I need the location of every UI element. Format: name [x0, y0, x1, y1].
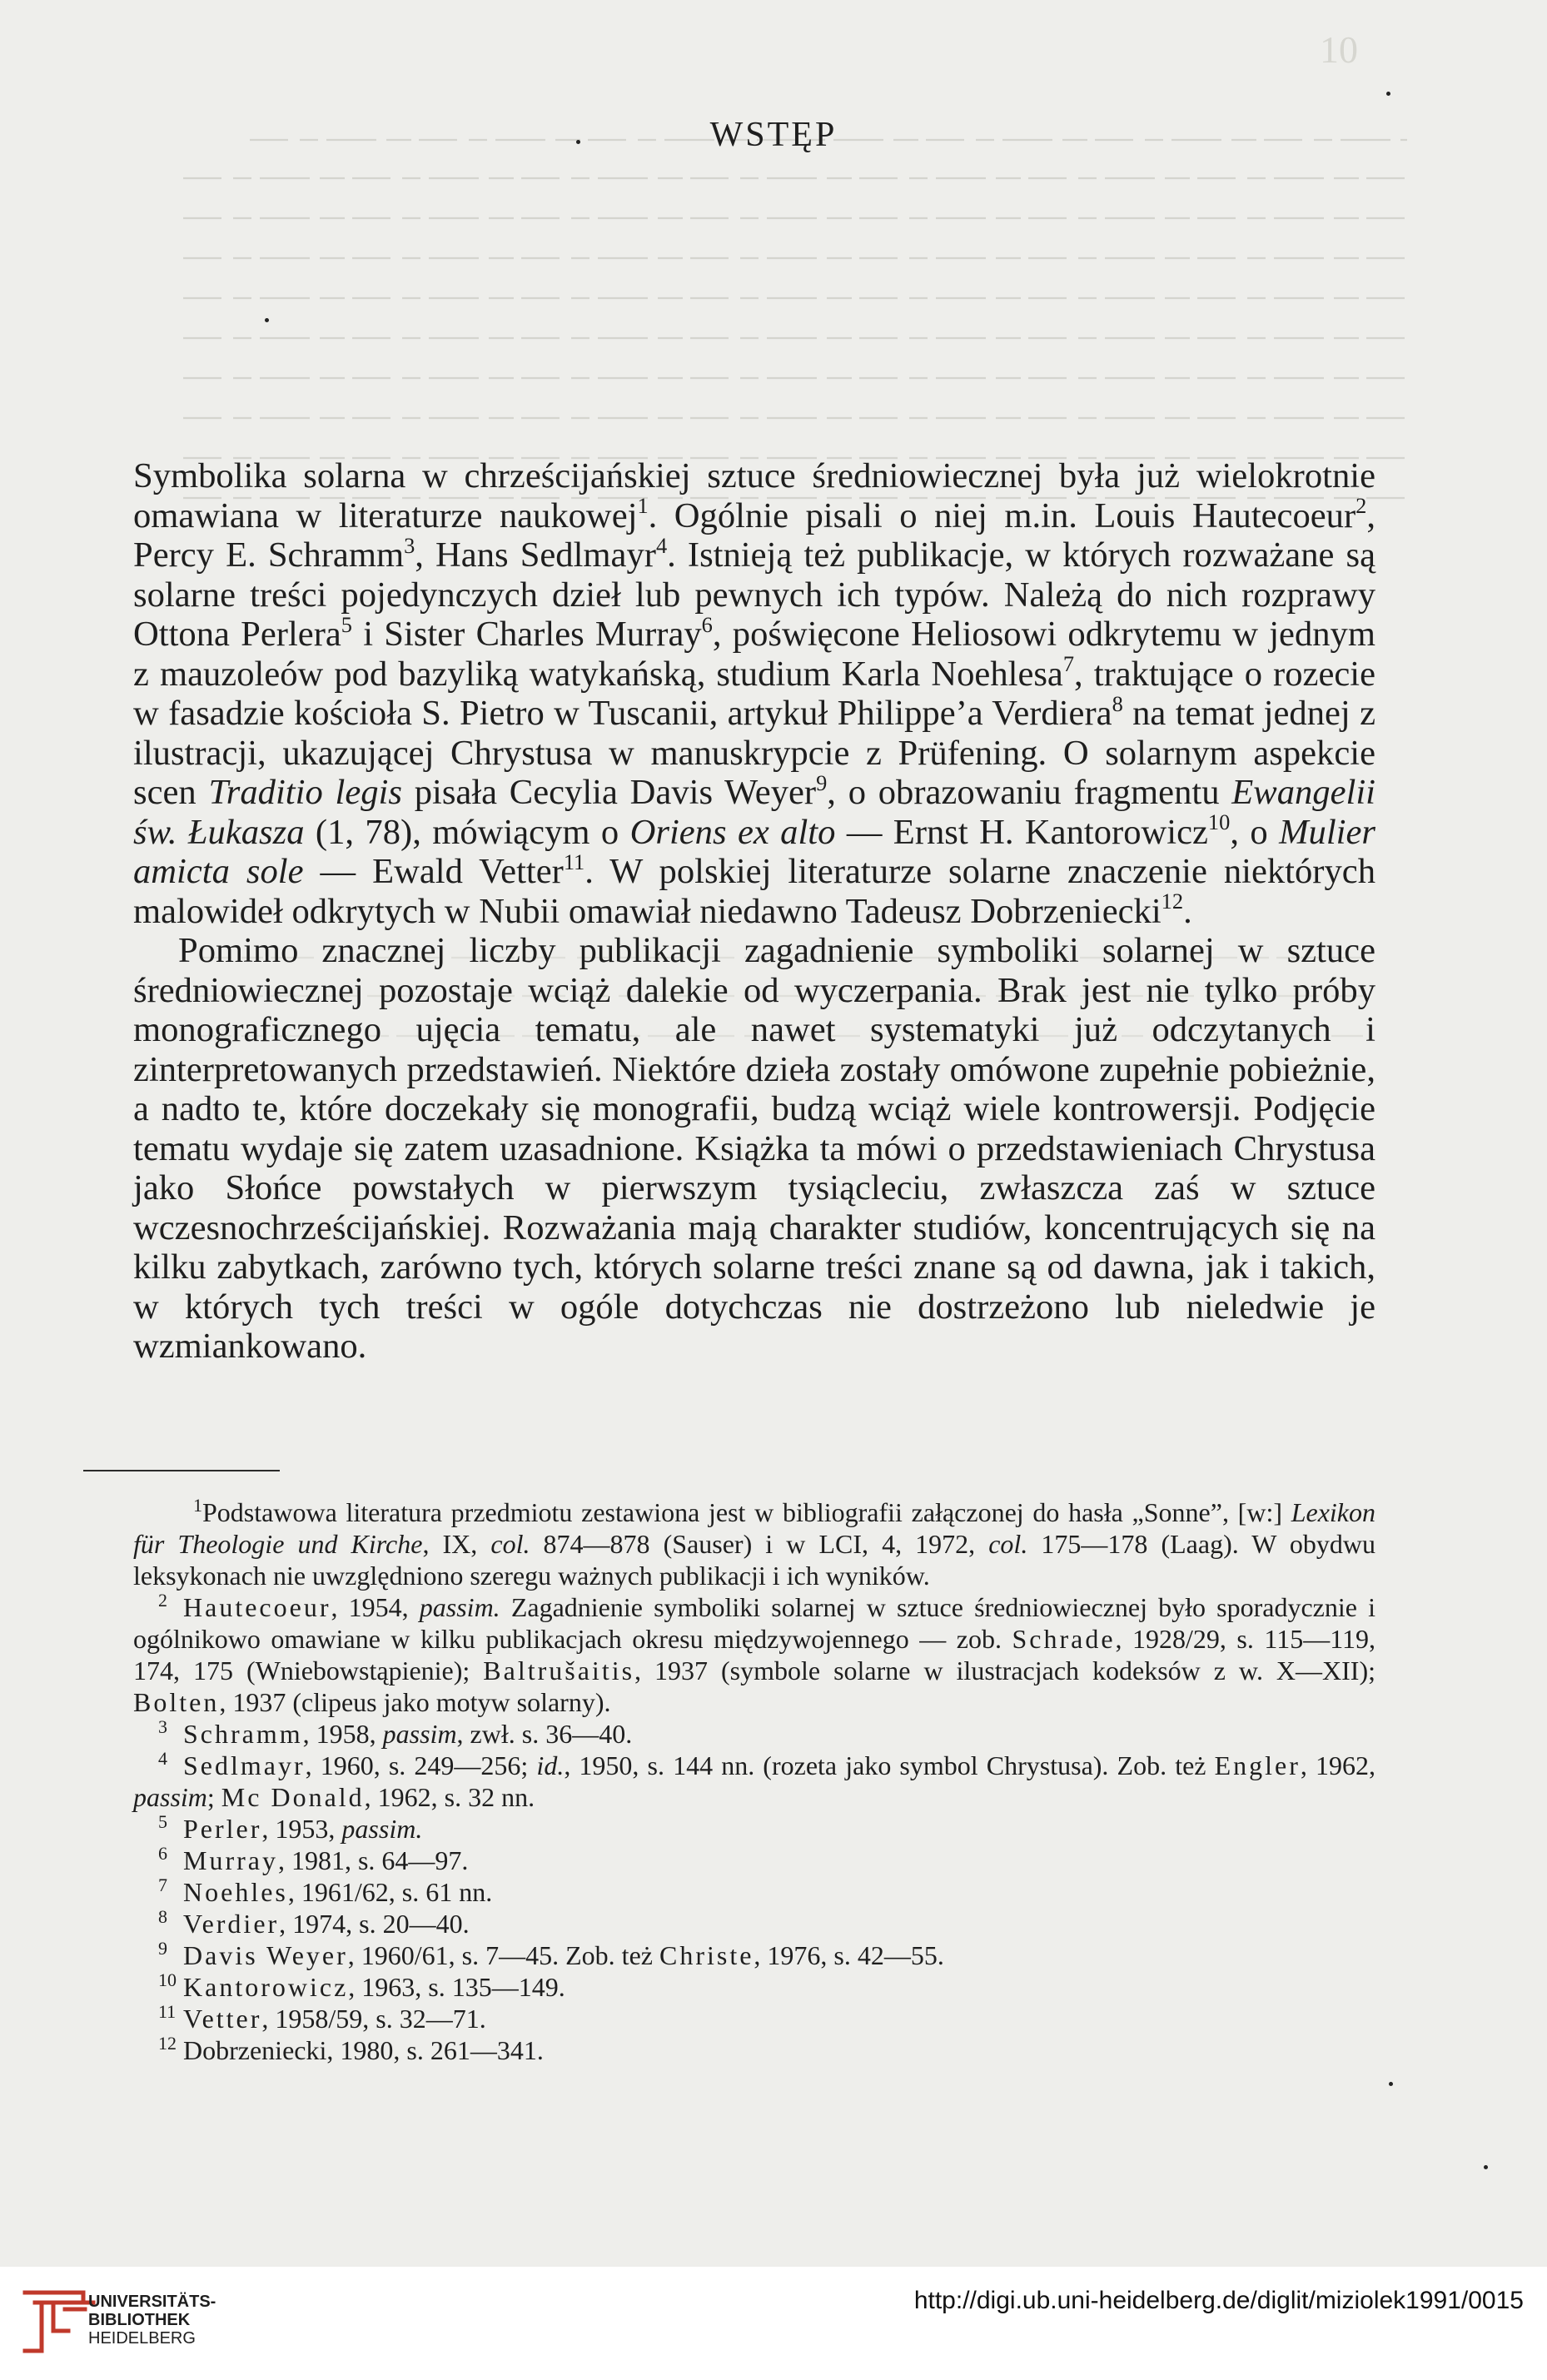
- text-run: , Hans Sedlmayr: [415, 535, 656, 575]
- italic-text: passim.: [419, 1592, 500, 1622]
- scan-speck: [1484, 2165, 1488, 2169]
- text-run: , zwł. s. 36—40.: [456, 1719, 633, 1749]
- text-run: Pomimo znacznej liczby publikacji zagadnienie symboliki solarnej w sztuce średniowiecznej pozostaje wciąż dalekie od wyczerpania. Brak jest nie tylko próby monograficznego ujęcia tematu, ale nawet systematyki już odczytanych i zinterpretowanych przedstawień. Niektóre dzieła zostały omówone zupełnie pobieżnie, a nadto te, które doczekały się monografii, budzą wciąż wiele kontrowersji. Podjęcie tematu wydaje się zatem uzasadnione. Książka ta mówi o przedstawieniach Chrystusa jako Słońce powstałych w pierwszym tysiącleciu, zwłaszcza zaś w sztuce wczesnochrześcijańskiej. Rozważania mają charakter studiów, koncentrujących się na kilku zabytkach, zarówno tych, których solarne treści znane są od dawna, jak i takich, w których tych treści w ogóle dotychczas nie dostrzeżono lub nieledwie je wzmiankowano.: [133, 931, 1375, 1366]
- footnote: 4 Sedlmayr, 1960, s. 249—256; id., 1950, s. 144 nn. (rozeta jako symbol Chrystusa). Zob. też Engler, 1962, passim; Mc Donald, 1962, s. 32 nn.: [133, 1748, 1376, 1812]
- source-url-link[interactable]: http://digi.ub.uni-heidelberg.de/diglit/miziolek1991/0015: [913, 2287, 1524, 2314]
- footnote-ref: 6: [701, 611, 713, 637]
- text-run: , 1958,: [302, 1719, 383, 1749]
- author-name: Sedlmayr: [183, 1750, 306, 1780]
- text-run: , 1963, s. 135—149.: [348, 1972, 565, 2002]
- scan-speck: [265, 318, 269, 322]
- author-name: Mc Donald: [221, 1782, 365, 1812]
- author-name: Schrade: [1012, 1624, 1116, 1654]
- text-run: Zagadnienie symboliki solarnej w sztuce średniowiecznej było sporadycznie i ogólnikowo omawiane w kilku publikacjach okresu międzywojennego — zob.: [133, 1592, 1376, 1654]
- text-run: Dobrzeniecki, 1980, s. 261—341.: [183, 2035, 544, 2065]
- text-run: 175—178 (Laag). W obydwu leksykonach nie uwzględniono szeregu ważnych publikacji i ich wyników.: [133, 1529, 1376, 1591]
- text-run: Podstawowa literatura przedmiotu zestawiona jest w bibliografii załączonej do hasła „Sonne”, [w:]: [202, 1497, 1291, 1527]
- text-run: , 1928/29, s. 115—119, 174, 175 (Wniebowstąpienie);: [133, 1624, 1376, 1685]
- text-run: , 1960, s. 249—256;: [305, 1750, 537, 1780]
- author-name: Perler: [183, 1814, 262, 1844]
- text-run: , o: [1230, 812, 1280, 852]
- text-run: 874—878 (Sauser) i w LCI, 4, 1972,: [530, 1529, 989, 1559]
- logo-line-1: UNIVERSITÄTS-: [88, 2293, 216, 2311]
- footnotes: [133, 1496, 1375, 2066]
- footnote: 3 Schramm, 1958, passim, zwł. s. 36—40.: [158, 1716, 633, 1749]
- author-name: Davis Weyer: [183, 1940, 348, 1970]
- scan-speck: [1386, 92, 1390, 96]
- author-name: Kantorowicz: [183, 1972, 349, 2002]
- page-title: WSTĘP: [709, 116, 838, 154]
- text-run: (1, 78), mówiącym o: [304, 812, 630, 852]
- footnote-ref: 10: [1207, 809, 1231, 834]
- footnote-ref: 1: [637, 493, 649, 518]
- text-run: , 1962,: [1300, 1750, 1376, 1780]
- scan-speck: [1389, 2082, 1393, 2086]
- footnote-ref: 2: [1355, 493, 1367, 518]
- footnote-ref: 8: [1112, 690, 1123, 716]
- text-run: , o obrazowaniu fragmentu: [827, 773, 1232, 812]
- text-run: , 1954,: [331, 1592, 420, 1622]
- text-run: — Ernst H. Kantorowicz: [835, 812, 1208, 852]
- italic-text: Traditio legis: [208, 773, 402, 812]
- footnote-ref: 3: [404, 532, 415, 558]
- main-text: [133, 456, 1375, 1367]
- text-run: na temat jednej z ilustracji, ukazującej Chrystusa w manuskrypcie z Prüfening. O solarnym aspekcie scen: [133, 694, 1375, 812]
- author-name: Bolten: [133, 1687, 220, 1717]
- logo-line-2: BIBLIOTHEK: [88, 2311, 191, 2329]
- footnote: 10 Kantorowicz, 1963, s. 135—149.: [158, 1969, 565, 2002]
- author-name: Murray: [183, 1845, 278, 1875]
- text-run: , 1976, s. 42—55.: [754, 1940, 944, 1970]
- author-name: Noehles: [183, 1877, 288, 1907]
- footnote: 8 Verdier, 1974, s. 20—40.: [158, 1906, 470, 1939]
- text-run: i Sister Charles Murray: [351, 615, 702, 654]
- viewer-footer: [0, 2267, 1547, 2380]
- italic-text: passim: [382, 1719, 457, 1749]
- text-run: , IX,: [422, 1529, 491, 1559]
- footnote-ref: 7: [1062, 651, 1075, 676]
- footnote: 11 Vetter, 1958/59, s. 32—71.: [158, 2001, 486, 2034]
- text-run: . Istnieją też publikacje, w których rozważane są solarne treści pojedynczych dzieł lub pewnych ich typów. Należą do nich rozprawy Ottona Perlera: [133, 535, 1375, 654]
- footnote-ref: 9: [816, 769, 828, 795]
- text-run: , 1958/59, s. 32—71.: [261, 2004, 486, 2034]
- italic-text: Lexikon für Theologie und Kirche: [133, 1497, 1375, 1559]
- text-run: — Ewald Vetter: [303, 852, 564, 891]
- footnote-ref: 5: [341, 611, 352, 637]
- text-run: , 1950, s. 144 nn. (rozeta jako symbol Chrystusa). Zob. też: [564, 1750, 1215, 1780]
- italic-text: passim.: [341, 1814, 423, 1844]
- logo-line-3: HEIDELBERG: [88, 2329, 196, 2348]
- footnote-ref: 4: [655, 532, 668, 558]
- text-run: , 1937 (symbole solarne w ilustracjach kodeksów z w. X—XII);: [634, 1656, 1376, 1685]
- footnote: 9 Davis Weyer, 1960/61, s. 7—45. Zob. też Christe, 1976, s. 42—55.: [158, 1938, 944, 1970]
- text-run: , poświęcone Heliosowi odkrytemu w jednym z mauzoleów pod bazyliką watykańską, studium Karla Noehlesa: [133, 615, 1375, 694]
- author-name: Vetter: [183, 2004, 262, 2034]
- footnote: 2 Hautecoeur, 1954, passim. Zagadnienie symboliki solarnej w sztuce średniowiecznej było sporadycznie i ogólnikowo omawiane w kilku publikacjach okresu międzywojennego — zob. Schrade, 1928/29, s. 115—119, 174, 175 (Wniebowstąpienie); Baltrušaitis, 1937 (symbole solarne w ilustracjach kodeksów z w. X—XII); Bolten, 1937 (clipeus jako motyw solarny).: [133, 1590, 1376, 1717]
- text-run: , 1960/61, s. 7—45. Zob. też: [347, 1940, 659, 1970]
- author-name: Christe: [659, 1940, 754, 1970]
- paragraph: [133, 456, 1375, 931]
- paragraph: [133, 931, 1375, 1367]
- author-name: Verdier: [183, 1909, 280, 1939]
- footnote-ref: 11: [563, 849, 585, 874]
- footnote: 7 Noehles, 1961/62, s. 61 nn.: [158, 1875, 493, 1907]
- italic-text: Ewangelii św. Łukasza: [133, 773, 1375, 852]
- italic-text: Mulier amicta sole: [133, 812, 1375, 891]
- footnote: 12 Dobrzeniecki, 1980, s. 261—341.: [158, 2033, 544, 2065]
- text-run: .: [1183, 891, 1192, 931]
- text-run: . Ogólnie pisali o niej m.in. Louis Hautecoeur: [648, 495, 1356, 535]
- text-run: , 1981, s. 64—97.: [277, 1845, 469, 1875]
- text-run: . W polskiej literaturze solarne znaczenie niektórych malowideł odkrytych w Nubii omawiał niedawno Tadeusz Dobrzeniecki: [133, 852, 1375, 931]
- footnote: 1Podstawowa literatura przedmiotu zestawiona jest w bibliografii załączonej do hasła „Sonne”, [w:] Lexikon für Theologie und Kirche, IX, col. 874—878 (Sauser) i w LCI, 4, 1972, col. 175—178 (Laag). W obydwu leksykonach nie uwzględniono szeregu ważnych publikacji i ich wyników.: [133, 1495, 1376, 1591]
- footnote-divider: [83, 1470, 280, 1471]
- text-run: , traktujące o rozecie w fasadzie kościoła S. Pietro w Tuscanii, artykuł Philippe’a Verdiera: [133, 654, 1375, 733]
- italic-text: col.: [490, 1529, 530, 1559]
- text-run: , 1953,: [261, 1814, 342, 1844]
- library-logo-icon: [17, 2278, 100, 2361]
- text-run: , Percy E. Schramm: [133, 495, 1376, 575]
- author-name: Baltrušaitis: [483, 1656, 635, 1685]
- ghost-page-number: 10: [1320, 28, 1358, 71]
- italic-text: Oriens ex alto: [629, 812, 836, 852]
- italic-text: passim: [133, 1782, 207, 1812]
- italic-text: id.: [536, 1750, 565, 1780]
- text-run: , 1962, s. 32 nn.: [364, 1782, 535, 1812]
- scan-speck: [576, 140, 580, 144]
- text-run: Symbolika solarna w chrześcijańskiej sztuce średniowiecznej była już wielokrotnie omawiana w literaturze naukowej: [133, 456, 1375, 535]
- author-name: Schramm: [183, 1719, 303, 1749]
- footnote-ref: 12: [1161, 889, 1184, 914]
- library-logo-text: [88, 2293, 216, 2348]
- footnote: 6 Murray, 1981, s. 64—97.: [158, 1843, 469, 1875]
- text-run: , 1974, s. 20—40.: [279, 1909, 470, 1939]
- text-run: , 1937 (clipeus jako motyw solarny).: [219, 1687, 611, 1717]
- italic-text: col.: [988, 1529, 1028, 1559]
- author-name: Engler: [1214, 1750, 1301, 1780]
- text-run: pisała Cecylia Davis Weyer: [401, 773, 817, 812]
- text-run: ;: [206, 1782, 221, 1812]
- author-name: Hautecoeur: [183, 1592, 331, 1622]
- footnote: 5 Perler, 1953, passim.: [158, 1811, 423, 1844]
- text-run: , 1961/62, s. 61 nn.: [287, 1877, 493, 1907]
